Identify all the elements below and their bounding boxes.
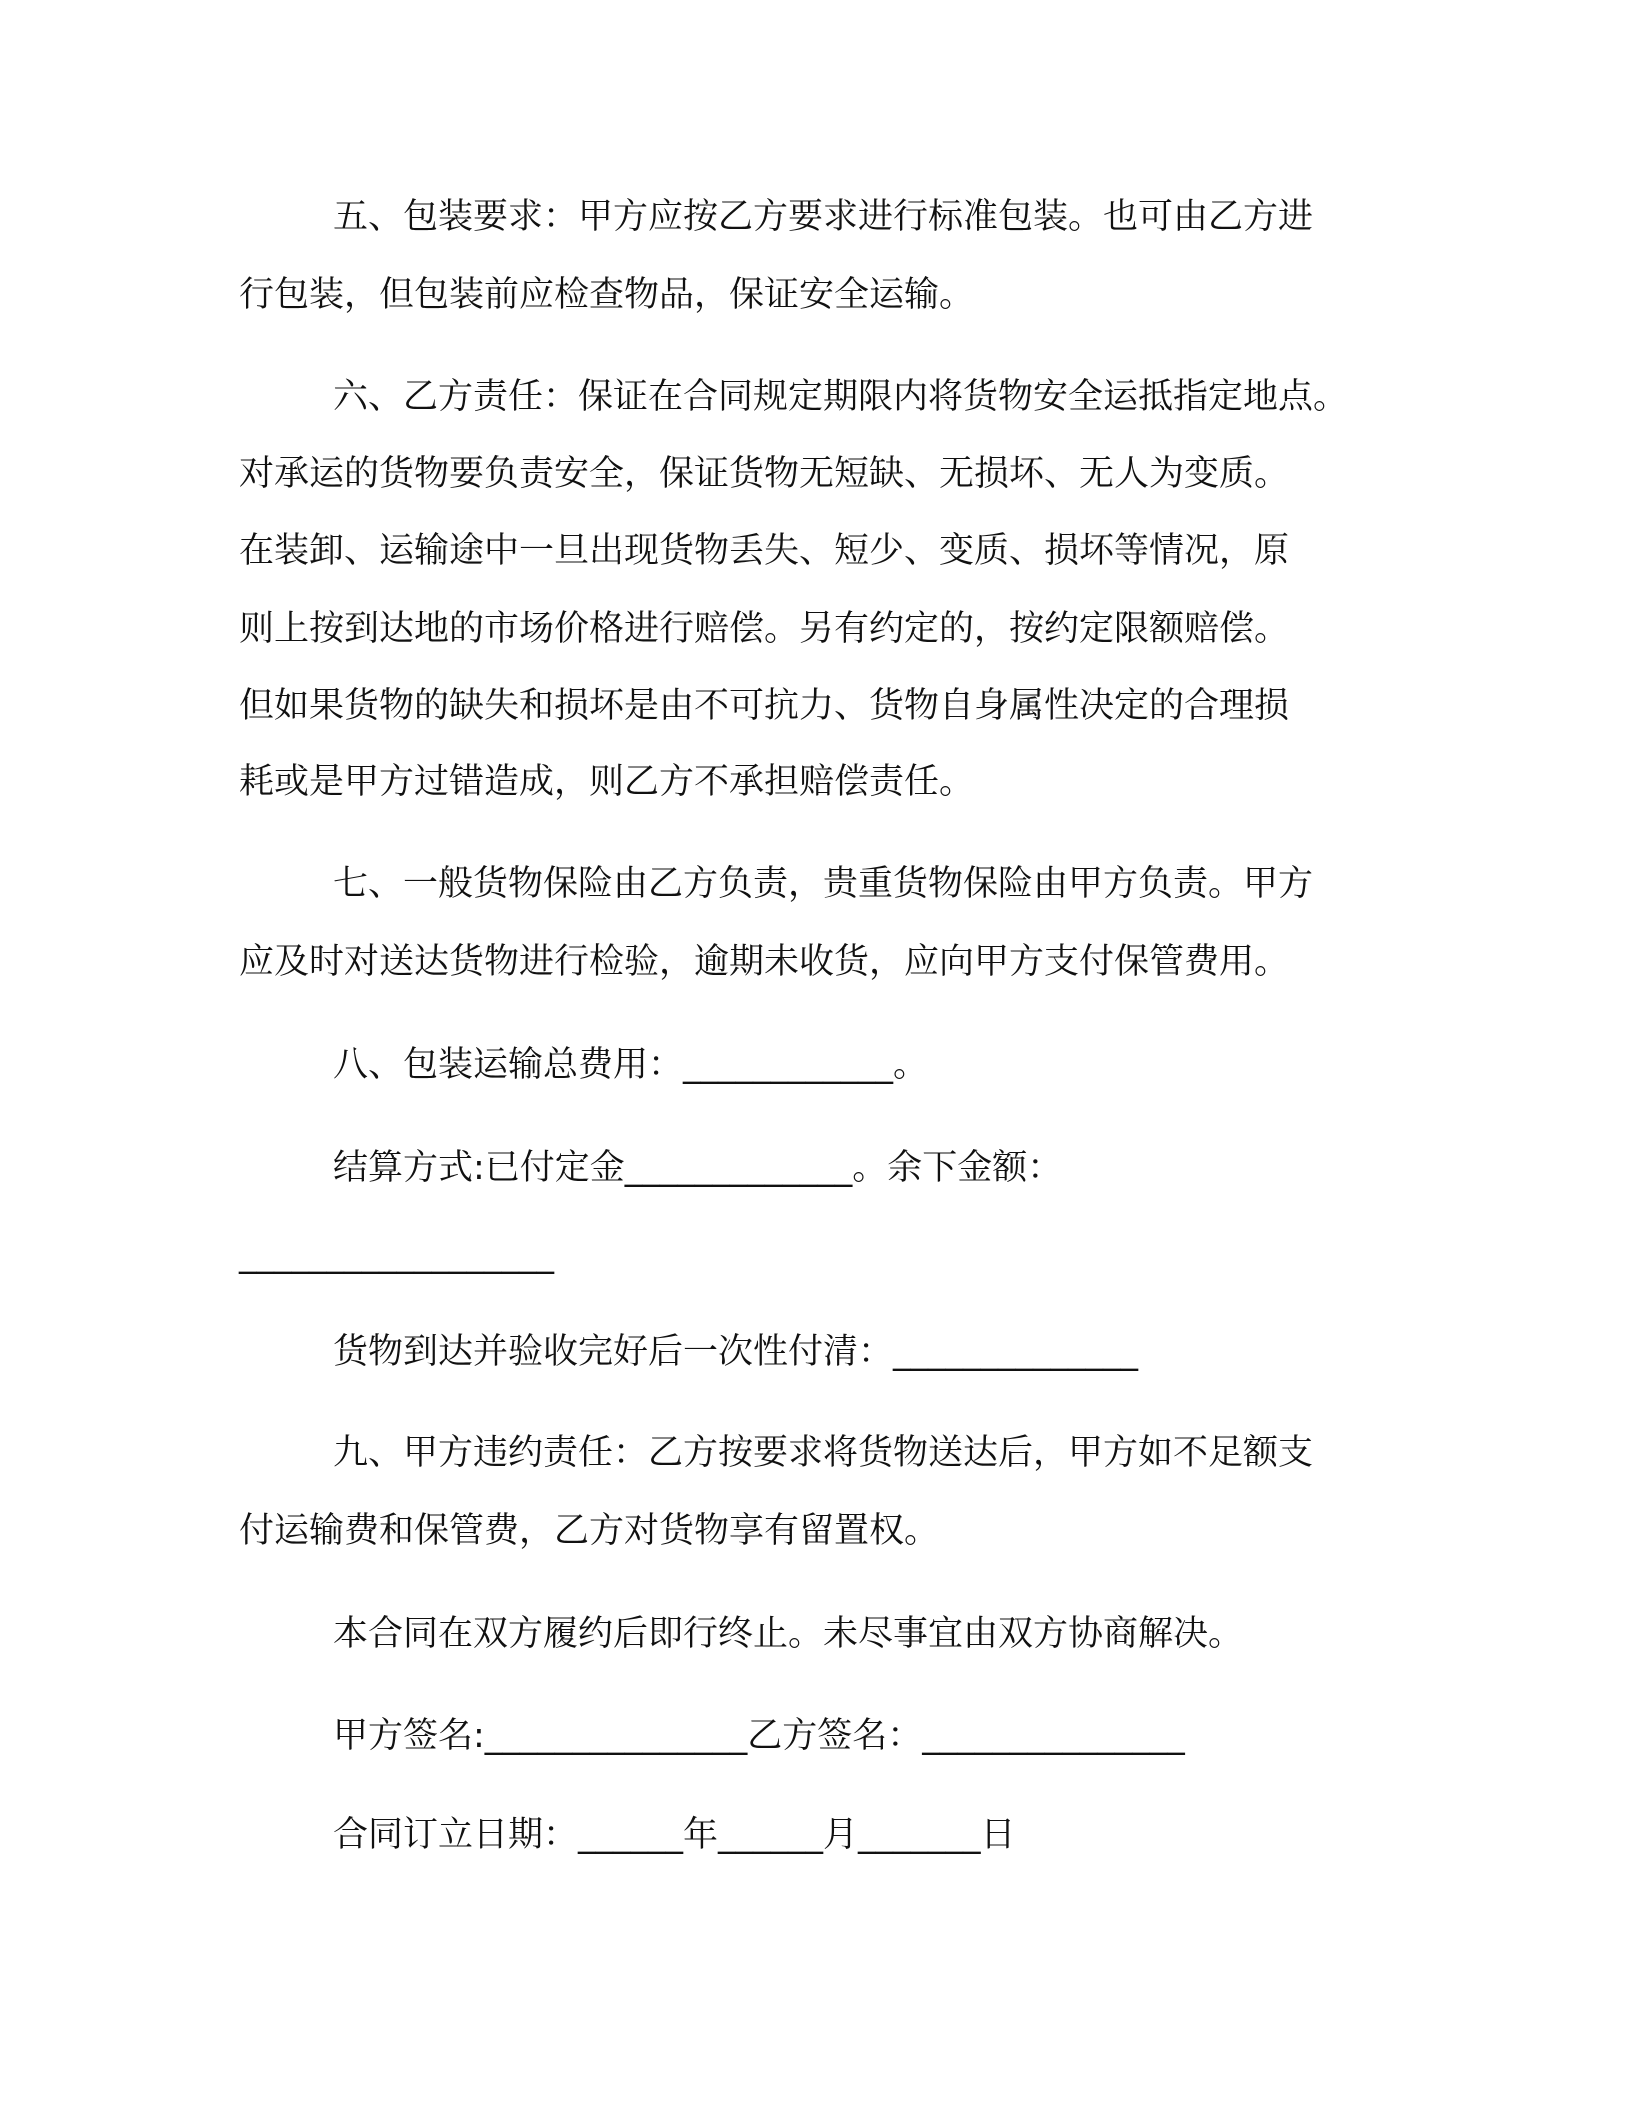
section5-line2: 行包装，但包装前应检查物品，保证安全运输。: [239, 275, 975, 315]
settlement-blank-line: __________________: [239, 1235, 554, 1275]
section7-line2: 应及时对送达货物进行检验，逾期未收货，应向甲方支付保管费用。: [239, 942, 1290, 982]
settlement-line: 结算方式:已付定金_____________。余下金额：: [333, 1148, 1063, 1188]
signing-date-line: 合同订立日期：______年______月_______日: [333, 1815, 1016, 1855]
payment-on-delivery-line: 货物到达并验收完好后一次性付清：______________: [333, 1332, 1139, 1372]
section6-line6: 耗或是甲方过错造成，则乙方不承担赔偿责任。: [239, 762, 975, 802]
section6-line5: 但如果货物的缺失和损坏是由不可抗力、货物自身属性决定的合理损: [239, 686, 1290, 726]
section9-line2: 付运输费和保管费，乙方对货物享有留置权。: [239, 1511, 940, 1551]
section9-line1: 九、甲方违约责任：乙方按要求将货物送达后，甲方如不足额支: [333, 1433, 1314, 1473]
section5-line1: 五、包装要求：甲方应按乙方要求进行标准包装。也可由乙方进: [333, 197, 1314, 237]
closing-clause: 本合同在双方履约后即行终止。未尽事宜由双方协商解决。: [333, 1614, 1244, 1654]
section6-line2: 对承运的货物要负责安全，保证货物无短缺、无损坏、无人为变质。: [239, 454, 1290, 494]
section6-line1: 六、乙方责任：保证在合同规定期限内将货物安全运抵指定地点。: [333, 377, 1349, 417]
section7-line1: 七、一般货物保险由乙方负责，贵重货物保险由甲方负责。甲方: [333, 864, 1314, 904]
signatures-line: 甲方签名:_______________乙方签名：_______________: [333, 1716, 1185, 1756]
total-fee-line: 八、包装运输总费用：____________。: [333, 1045, 929, 1085]
section6-line4: 则上按到达地的市场价格进行赔偿。另有约定的，按约定限额赔偿。: [239, 609, 1290, 649]
section6-line3: 在装卸、运输途中一旦出现货物丢失、短少、变质、损坏等情况，原: [239, 531, 1290, 571]
